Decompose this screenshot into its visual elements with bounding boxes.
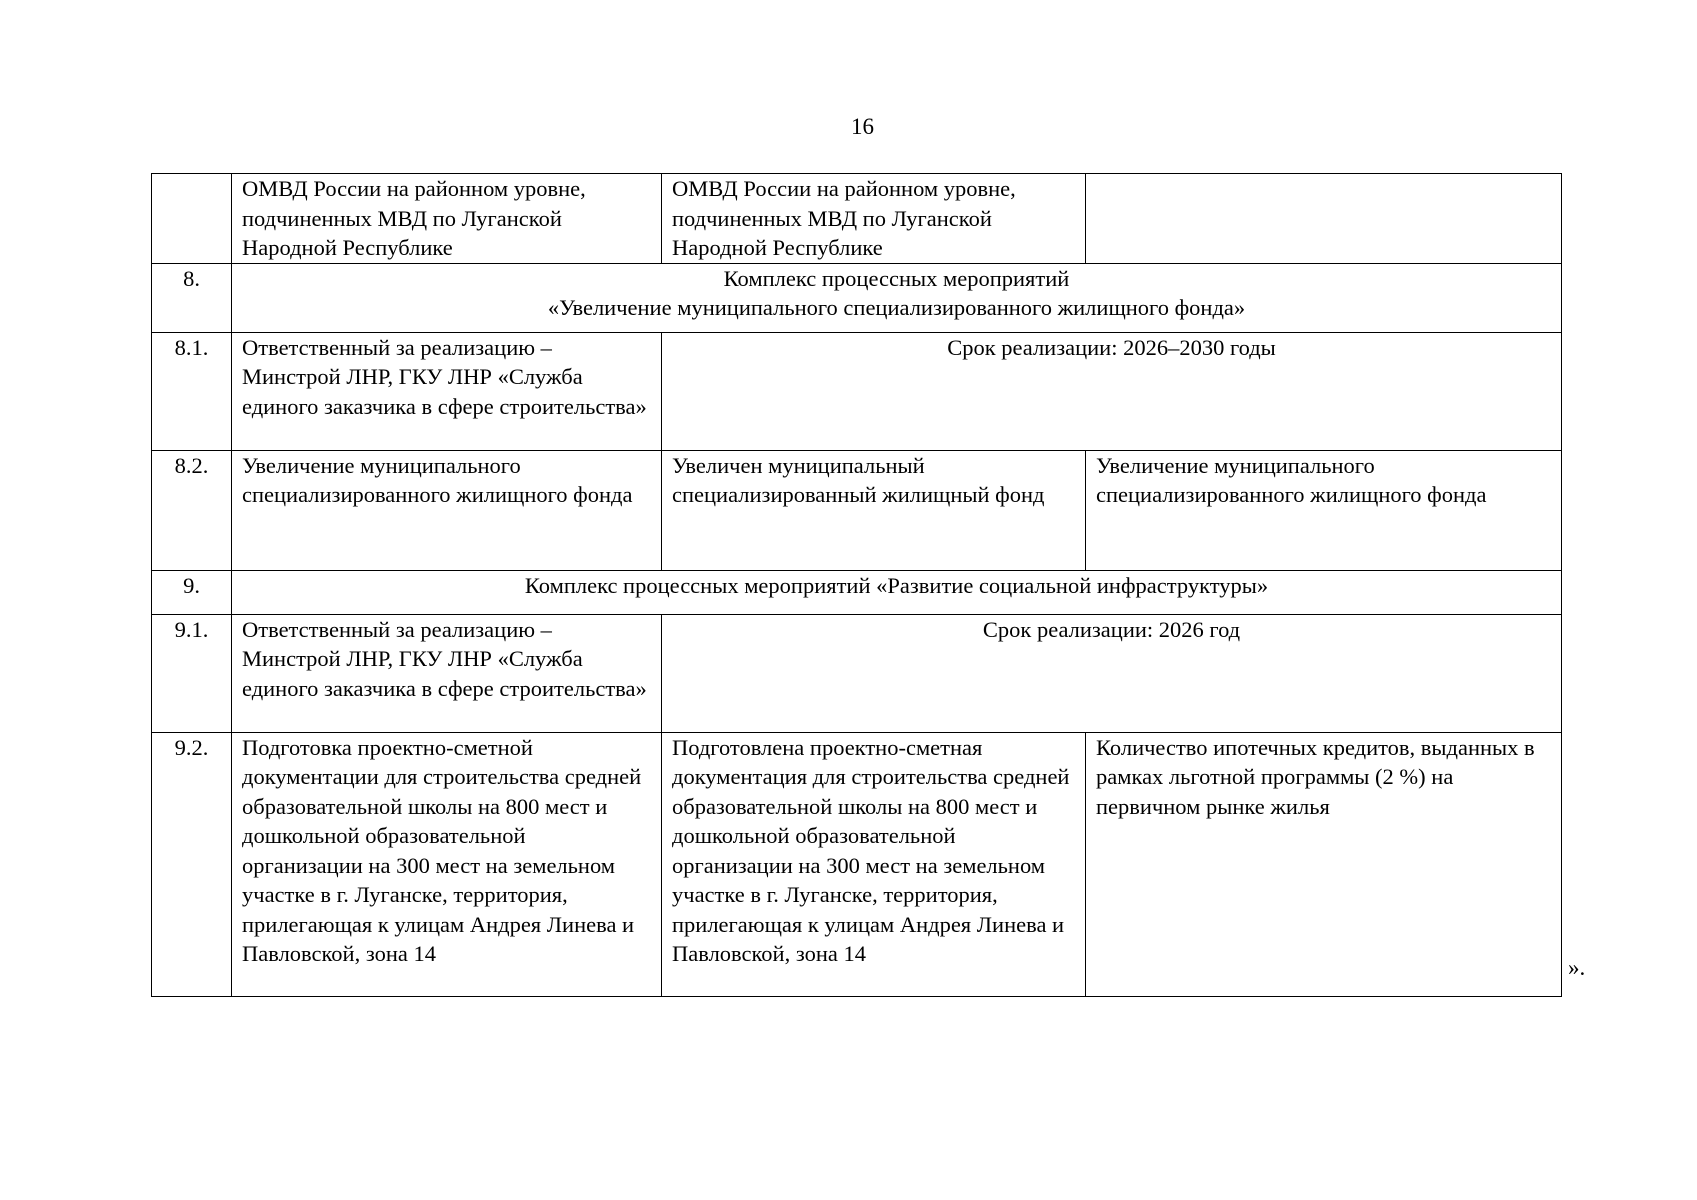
result-cell: Увеличен муниципальный специализированный жилищный фонд [662,450,1086,570]
indicator-cell: Количество ипотечных кредитов, выданных в рамках льготной программы (2 %) на первичном рынке жилья [1086,732,1562,996]
indicator-cell: Увеличение муниципального специализированного жилищного фонда [1086,450,1562,570]
term-cell: Срок реализации: 2026–2030 годы [662,332,1562,450]
row-number-cell: 9.2. [152,732,232,996]
table-row [152,732,1562,996]
section-title-cell [232,263,1562,332]
table-row [152,332,1562,450]
table-row [152,263,1562,332]
page-number: 16 [851,114,874,139]
indicator-cell [1086,174,1562,264]
row-number-cell: 9.1. [152,614,232,732]
row-number-cell [152,174,232,264]
section-title-line: Комплекс процессных мероприятий [723,265,1070,291]
row-number-cell: 8.1. [152,332,232,450]
measures-table [151,173,1562,997]
section-title-line: «Увеличение муниципального специализированного жилищного фонда» [547,295,1246,320]
row-number-cell: 8. [152,263,232,332]
table-row [152,614,1562,732]
section-title-cell: Комплекс процессных мероприятий «Развитие социальной инфраструктуры» [232,570,1562,614]
task-cell: Подготовка проектно-сметной документации для строительства средней образовательной школы на 800 мест и дошкольной образовательной организации на 300 мест на земельном участке в г. Луганске, территория, прилегающая к улицам Андрея Линева и Павловской, зона 14 [232,732,662,996]
row-number-cell: 8.2. [152,450,232,570]
responsible-cell: Ответственный за реализацию – Минстрой ЛНР, ГКУ ЛНР «Служба единого заказчика в сфере строительства» [232,332,662,450]
result-cell: ОМВД России на районном уровне, подчиненных МВД по Луганской Народной Республике [662,174,1086,264]
term-cell: Срок реализации: 2026 год [662,614,1562,732]
table-row [152,174,1562,264]
result-cell: Подготовлена проектно-сметная документация для строительства средней образовательной школы на 800 мест и дошкольной образовательной организации на 300 мест на земельном участке в г. Луганске, территория, прилегающая к улицам Андрея Линева и Павловской, зона 14 [662,732,1086,996]
task-cell: ОМВД России на районном уровне, подчиненных МВД по Луганской Народной Республике [232,174,662,264]
task-cell: Увеличение муниципального специализированного жилищного фонда [232,450,662,570]
row-number-cell: 9. [152,570,232,614]
responsible-cell: Ответственный за реализацию – Минстрой ЛНР, ГКУ ЛНР «Служба единого заказчика в сфере строительства» [232,614,662,732]
table-row [152,450,1562,570]
table-row [152,570,1562,614]
closing-quote: ». [1568,955,1586,980]
